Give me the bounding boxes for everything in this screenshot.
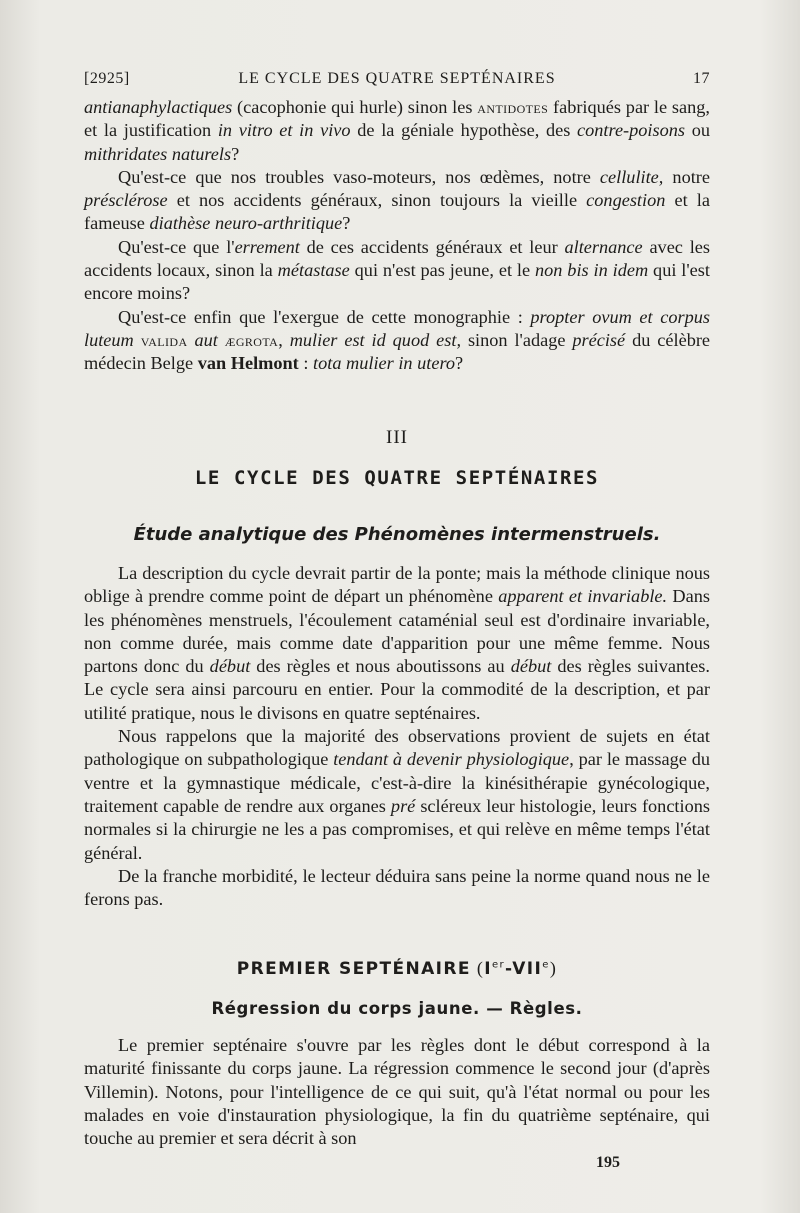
header-title: LE CYCLE DES QUATRE SEPTÉNAIRES [238,70,556,87]
header-page-number: 17 [693,70,710,87]
paragraph: La description du cycle devrait partir de la ponte; mais la méthode clinique nous oblige à prendre comme point de départ un phénomène apparent et invariable. Dans les phénomènes menstruels, l'écoulement cataménial seul est d'ordinaire invariable, non comme durée, mais comme date d'apparition pour une même femme. Nous partons donc du début des règles et nous aboutissons au début des règles suivantes. Le cycle sera ainsi parcouru en entier. Pour la commodité de la description, et par utilité pratique, nous le divisons en quatre septénaires. [84,563,710,723]
section-subtitle: Régression du corps jaune. — Règles. [211,999,583,1018]
paragraph: Qu'est-ce que nos troubles vaso-moteurs, nos œdèmes, notre cellulite, notre présclérose et nos accidents généraux, sinon toujours la vieille congestion et la fameuse diathèse neuro-arthritique? [84,166,710,234]
header-reference: [2925] [84,70,130,87]
paragraph: Qu'est-ce que l'errement de ces accidents généraux et leur alternance avec les accidents locaux, sinon la métastase qui n'est pas jeune, et le non bis in idem qui l'est encore moins? [84,236,710,304]
chapter-title: LE CYCLE DES QUATRE SEPTÉNAIRES [194,467,600,489]
paragraph: antianaphylactiques (cacophonie qui hurle) sinon les antidotes fabriqués par le sang, et la justification in vitro et in vivo de la géniale hypothèse, des contre-poisons ou mithridates naturels? [84,97,710,164]
running-header [84,70,710,94]
section-title: PREMIER SEPTÉNAIRE (Ier-VIIe) [236,958,558,979]
chapter-number: III [386,427,408,448]
paragraph: Nous rappelons que la majorité des observations provient de sujets en état pathologique on subpathologique tendant à devenir physiologique, par le massage du ventre et la gymnastique médicale, c'est-à-dire la kinésithérapie gynécologique, traitement capable de rendre aux organes pré scléreux leur histologie, leurs fonctions normales si la chirurgie ne les a pas compromises, et qui relève en même temps l'état général. [84,726,710,863]
text-block-section [84,1034,710,1150]
text-block-intro [84,96,710,376]
folio-number: 195 [596,1154,620,1171]
text-block-chapter [84,562,710,911]
paragraph: De la franche morbidité, le lecteur déduira sans peine la norme quand nous ne le ferons pas. [84,865,710,910]
chapter-subtitle: Étude analytique des Phénomènes intermenstruels. [133,524,661,545]
paragraph: Le premier septénaire s'ouvre par les règles dont le début correspond à la maturité finissante du corps jaune. La régression commence le second jour (d'après Villemin). Notons, pour l'intelligence de ce qui suit, qu'à l'état normal ou pour les malades en voie d'instauration physiologique, la fin du quatrième septénaire, qui touche au premier et sera décrit à son [84,1035,710,1149]
paragraph: Qu'est-ce enfin que l'exergue de cette monographie : propter ovum et corpus luteum valida aut ægrota, mulier est id quod est, sinon l'adage précisé du célèbre médecin Belge van Helmont : tota mulier in utero? [84,306,711,374]
